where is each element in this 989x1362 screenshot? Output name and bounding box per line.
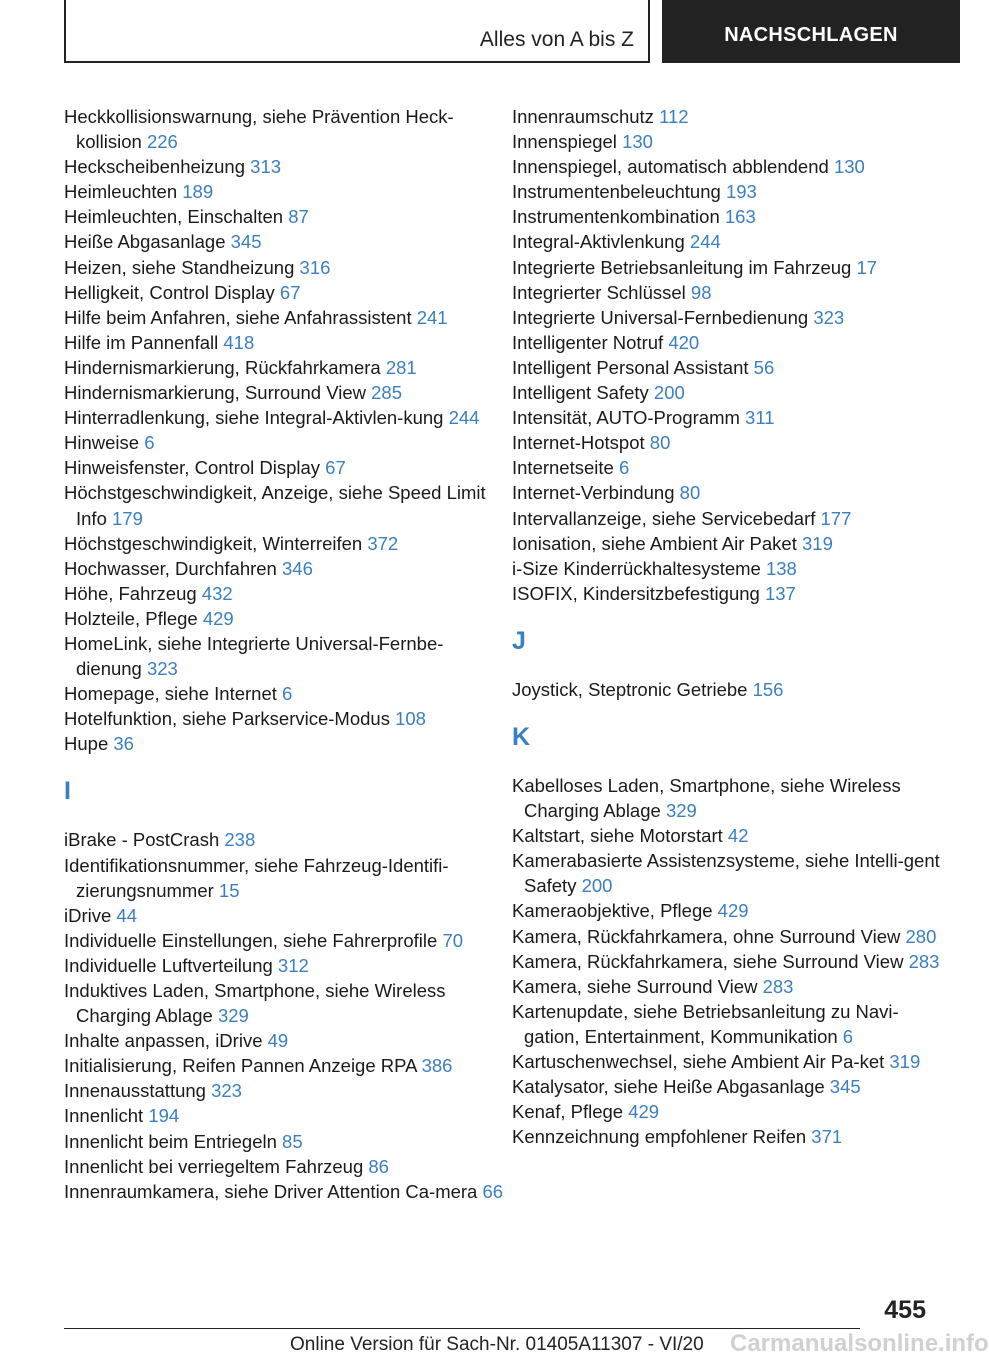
page-link[interactable]: 319 [802,532,833,554]
index-entry [512,380,952,405]
index-entry-text: Induktives Laden, Smartphone, siehe Wireless Charging Ablage [64,980,446,1027]
index-entry [64,581,504,606]
index-entry-text: Kamera, siehe Surround View [512,975,758,997]
index-entry [512,581,952,606]
page-link[interactable]: 323 [813,306,845,328]
index-entry [64,853,504,903]
index-entry [64,706,504,731]
page-number: 455 [884,1296,926,1324]
page-link[interactable]: 194 [148,1105,180,1127]
index-entry [64,480,504,530]
index-entry [512,154,952,179]
header-frame [64,0,650,63]
page-link[interactable]: 112 [659,106,689,127]
index-entry [64,280,504,305]
page-link[interactable]: 44 [116,904,137,926]
page-link[interactable]: 418 [223,331,255,353]
index-entry [512,480,952,505]
page-link[interactable]: 323 [146,658,178,680]
index-entry-text: Kamera, Rückfahrkamera, ohne Surround View [512,925,901,947]
index-entry-text: Innenraumkamera, siehe Driver Attention Ca‐mera [64,1180,478,1202]
index-entry-text: Innenlicht [64,1105,144,1127]
page-link[interactable]: 311 [745,407,775,429]
index-entry [64,1129,504,1154]
page-link[interactable]: 345 [230,231,262,253]
index-entry-text: Integrierte Universal-Fernbedienung [512,306,809,328]
index-entry [512,556,952,581]
page-link[interactable]: 283 [762,975,794,997]
index-entry [512,430,952,455]
index-entry [512,848,952,898]
index-entry [512,823,952,848]
index-entry-text: Hinterradlenkung, siehe Integral-Aktivlen‐kung [64,407,444,429]
page-link[interactable]: 238 [224,829,256,851]
index-entry-text: Innenlicht bei verriegeltem Fahrzeug [64,1155,364,1177]
index-entry [64,305,504,330]
page-link[interactable]: 329 [217,1005,249,1027]
page-link[interactable]: 429 [628,1101,660,1123]
page-link[interactable]: 226 [146,131,178,153]
index-entry [512,229,952,254]
index-entry [64,556,504,581]
page-link[interactable]: 42 [727,825,749,847]
index-entry [512,974,952,999]
index-entry-text: iDrive [64,904,112,926]
index-entry-text: Kartuschenwechsel, siehe Ambient Air Pa‐ket [512,1051,885,1072]
page-link[interactable]: 98 [690,281,712,303]
index-entry-text: Kenaf, Pflege [512,1101,624,1123]
index-entry [512,455,952,480]
index-entry [64,330,504,355]
index-entry [64,154,504,179]
page-link[interactable]: 80 [679,482,701,504]
index-entry [64,204,504,229]
page-link[interactable]: 163 [724,206,756,228]
page-link[interactable]: 156 [752,678,784,700]
page-link[interactable]: 386 [421,1055,453,1077]
index-entry [512,179,952,204]
index-entry-text: Initialisierung, Reifen Pannen Anzeige RPA [64,1055,417,1077]
index-entry-text: Hilfe beim Anfahren, siehe Anfahrassistent [64,306,412,328]
index-entry [64,405,504,430]
index-entry [512,949,952,974]
index-entry-text: Kartenupdate, siehe Betriebsanleitung zu Navi‐gation, Entertainment, Kommunikation [512,1000,899,1047]
page-link[interactable]: 285 [371,382,402,404]
page-link[interactable]: 137 [764,582,796,604]
page-link[interactable]: 6 [842,1025,854,1047]
index-entry-text: iBrake - PostCrash [64,829,220,851]
index-entry-text: Intervallanzeige, siehe Servicebedarf [512,507,816,529]
index-entry-text: Heimleuchten [64,181,178,203]
index-entry [64,681,504,706]
index-entry [512,1124,952,1149]
index-entry-text: Hotelfunktion, siehe Parkservice-Modus [64,708,390,730]
index-entry [512,405,952,430]
page-link[interactable]: 281 [385,356,417,378]
page-link[interactable]: 283 [908,950,940,972]
index-entry-text: Helligkeit, Control Display [64,281,275,303]
page-link[interactable]: 316 [299,256,331,278]
index-entry [64,1078,504,1103]
index-entry-text: ISOFIX, Kindersitzbefestigung [512,582,760,604]
index-entry [64,531,504,556]
footer-online-version: Online Version für Sach-Nr. 01405A11307 - VI/20 [290,1334,704,1355]
page-link[interactable]: 87 [288,206,309,228]
index-entry [64,631,504,681]
index-entry-text: Hindernismarkierung, Rückfahrkamera [64,356,381,378]
section-letter: J [512,626,526,655]
index-entry-text: Hindernismarkierung, Surround View [64,382,366,404]
index-entry-text: Intelligent Safety [512,382,649,404]
page-link[interactable]: 6 [282,683,293,705]
index-entry [512,999,952,1049]
index-entry [64,953,504,978]
index-entry [64,1103,504,1128]
page-link[interactable]: 345 [829,1076,861,1098]
index-entry-text: Internet-Verbindung [512,482,675,504]
index-entry-text: Ionisation, siehe Ambient Air Paket [512,532,797,554]
index-entry-text: HomeLink, siehe Integrierte Universal-Fernbe‐dienung [64,632,444,680]
page-link[interactable]: 70 [442,929,464,951]
index-entry [64,1028,504,1053]
index-column-right [512,104,952,1149]
index-entry [64,255,504,280]
page-link[interactable]: 313 [250,156,282,178]
index-entry-text: Integrierte Betriebsanleitung im Fahrzeug [512,256,852,278]
index-entry [64,355,504,380]
section-letter: K [512,722,531,751]
index-entry [64,179,504,204]
index-entry-text: Heimleuchten, Einschalten [64,206,284,228]
index-entry [64,928,504,953]
index-entry-text: Innenlicht beim Entriegeln [64,1130,277,1152]
index-entry [512,330,952,355]
index-entry-text: Heizen, siehe Standheizung [64,256,295,278]
page-link[interactable]: 200 [653,382,685,404]
index-entry-text: Höchstgeschwindigkeit, Winterreifen [64,532,363,554]
index-entry-text: Instrumentenbeleuchtung [512,181,721,203]
page-link[interactable]: 108 [395,708,426,730]
index-entry-text: Holzteile, Pflege [64,607,198,629]
index-entry-text: Hilfe im Pannenfall [64,331,219,353]
page-link[interactable]: 130 [833,156,865,178]
index-entry-text: Höchstgeschwindigkeit, Anzeige, siehe Speed Limit Info [64,482,486,529]
page-link[interactable]: 130 [622,131,653,153]
index-entry-text: Individuelle Einstellungen, siehe Fahrerprofile [64,929,438,951]
watermark: Carmanualsonline.info [730,1330,989,1357]
index-entry [64,903,504,928]
index-entry-text: Innenraumschutz [512,106,654,127]
page-link[interactable]: 372 [367,532,399,554]
page-link[interactable]: 200 [581,875,613,897]
index-entry-text: Heckkollisionswarnung, siehe Prävention Heck‐kollision [64,106,454,153]
index-entry [64,104,504,154]
index-entry-text: Kabelloses Laden, Smartphone, siehe Wireless Charging Ablage [512,774,901,822]
page-link[interactable]: 49 [267,1030,289,1052]
index-entry-text: Internetseite [512,457,614,479]
index-entry [512,1049,952,1074]
page-link[interactable]: 189 [182,181,214,203]
index-entry-text: Kennzeichnung empfohlener Reifen [512,1126,807,1148]
index-entry [512,677,952,702]
page-link[interactable]: 36 [113,733,134,755]
index-entry-text: Instrumentenkombination [512,206,720,228]
index-entry-text: Heiße Abgasanlage [64,231,226,253]
page-link[interactable]: 6 [144,432,155,454]
index-entry [64,1154,504,1179]
index-entry-text: Kamera, Rückfahrkamera, siehe Surround View [512,950,904,972]
page-link[interactable]: 66 [482,1180,504,1202]
header-title: Alles von A bis Z [479,28,634,51]
index-entry [512,773,952,823]
index-entry [512,1074,952,1099]
index-entry-text: Hochwasser, Durchfahren [64,557,277,579]
section-tab: NACHSCHLAGEN [662,0,960,63]
page-link[interactable]: 429 [202,607,234,629]
page-link[interactable]: 67 [279,281,301,303]
page-link[interactable]: 432 [201,582,233,604]
page-link[interactable]: 193 [725,181,757,203]
index-entry [512,129,952,154]
index-entry [512,355,952,380]
page-link[interactable]: 67 [325,457,346,479]
page-link[interactable]: 56 [753,356,775,378]
index-entry-text: Hinweisfenster, Control Display [64,457,321,479]
index-entry [64,827,504,852]
index-entry-text: Integral-Aktivlenkung [512,231,685,253]
index-entry-text: Intelligenter Notruf [512,331,664,353]
index-entry [512,924,952,949]
index-entry-text: Intelligent Personal Assistant [512,356,749,378]
index-entry-text: Intensität, AUTO-Programm [512,407,740,429]
index-entry [512,1099,952,1124]
page-link[interactable]: 346 [282,557,313,579]
index-entry [64,430,504,455]
index-entry [512,204,952,229]
index-entry-text: Integrierter Schlüssel [512,281,686,303]
index-entry [64,380,504,405]
index-entry-text: Kamerabasierte Assistenzsysteme, siehe Intelli‐gent Safety [512,850,940,897]
page-link[interactable]: 86 [368,1155,389,1177]
index-entry-text: Individuelle Luftverteilung [64,954,273,976]
index-entry-text: i-Size Kinderrückhaltesysteme [512,557,761,579]
index-entry [64,731,504,756]
page-link[interactable]: 6 [618,457,630,479]
index-entry-text: Heckscheibenheizung [64,156,246,178]
index-entry-text: Innenausstattung [64,1080,206,1102]
index-entry [512,531,952,556]
page-link[interactable]: 244 [689,231,721,253]
index-entry [64,229,504,254]
page-link[interactable]: 85 [282,1130,303,1152]
index-entry-text: Innenspiegel, automatisch abblendend [512,156,829,178]
page-link[interactable]: 15 [218,879,240,901]
index-entry [512,305,952,330]
index-entry [64,978,504,1028]
index-entry-text: Homepage, siehe Internet [64,683,277,705]
page-link[interactable]: 138 [765,557,797,579]
page-link[interactable]: 17 [856,256,878,278]
index-entry-text: Höhe, Fahrzeug [64,582,197,604]
index-entry [64,1179,504,1204]
index-entry-text: Kameraobjektive, Pflege [512,900,713,922]
index-entry [512,104,952,129]
page-link[interactable]: 241 [416,306,448,328]
index-entry [512,506,952,531]
index-entry [512,898,952,923]
page-link[interactable]: 177 [820,507,852,529]
footer-divider [64,1328,860,1329]
page-link[interactable]: 371 [811,1126,843,1148]
page-link[interactable]: 280 [905,925,937,947]
index-entry-text: Hinweise [64,432,140,454]
index-entry [512,255,952,280]
page-link[interactable]: 179 [112,507,143,529]
index-entry-text: Inhalte anpassen, iDrive [64,1030,263,1052]
index-entry [64,1053,504,1078]
index-entry-text: Identifikationsnummer, siehe Fahrzeug-Identifi‐zierungsnummer [64,854,449,901]
index-entry-text: Internet-Hotspot [512,432,645,454]
index-entry-text: Hupe [64,733,109,755]
index-column-left [64,104,504,1204]
page-link[interactable]: 429 [717,900,749,922]
page-link[interactable]: 244 [448,407,480,429]
page-link[interactable]: 319 [889,1051,921,1072]
page-link[interactable]: 312 [277,954,309,976]
section-letter: I [64,777,71,806]
index-entry-text: Kaltstart, siehe Motorstart [512,825,723,847]
page-link[interactable]: 80 [649,432,671,454]
index-entry [64,606,504,631]
index-entry [64,455,504,480]
page-link[interactable]: 323 [211,1080,242,1102]
index-entry-text: Katalysator, siehe Heiße Abgasanlage [512,1076,825,1098]
index-entry [512,280,952,305]
index-entry-text: Joystick, Steptronic Getriebe [512,678,748,700]
page-link[interactable]: 420 [668,331,700,353]
page-link[interactable]: 329 [665,800,697,822]
index-entry-text: Innenspiegel [512,131,617,153]
